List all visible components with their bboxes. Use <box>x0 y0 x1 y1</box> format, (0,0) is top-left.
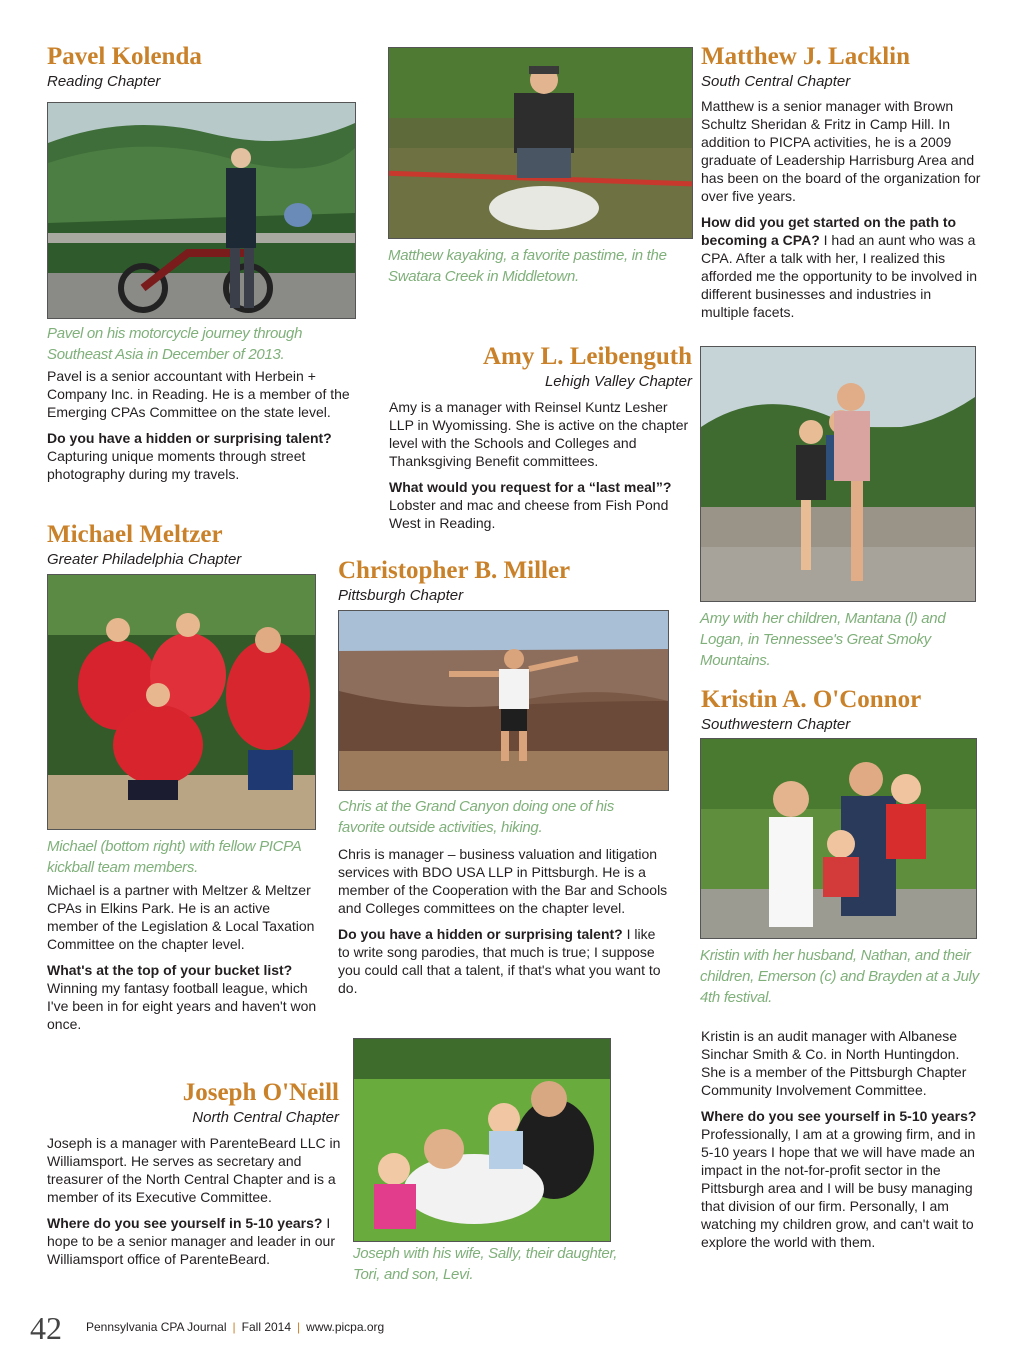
profile-pavel-text <box>47 367 357 491</box>
profile-christopher <box>338 556 668 611</box>
profile-question: Do you have a hidden or surprising talent? <box>338 926 623 942</box>
profile-christopher-text <box>338 845 668 1005</box>
photo-matthew-kayaking <box>388 47 693 239</box>
profile-chapter: South Central Chapter <box>701 73 851 90</box>
photo-christopher-grand-canyon <box>338 610 669 791</box>
profile-question: How did you get started on the path to becoming a CPA? <box>701 214 957 248</box>
profile-answer: I like to write song parodies, that much is true; I suppose you could call that a talent, if that's what you want to do. <box>338 926 661 996</box>
profile-name: Kristin A. O'Connor <box>701 686 922 713</box>
profile-name: Amy L. Leibenguth <box>482 343 692 370</box>
profile-bio: Chris is manager – business valuation and litigation services with BDO USA LLP in Pittsburgh. He is a member of the Cooperation with the Bar and Schools and Colleges committees on the chapter level. <box>338 846 668 916</box>
profile-answer: I hope to be a senior manager and leader in our Williamsport office of ParenteBeard. <box>47 1215 335 1267</box>
profile-bio: Amy is a manager with Reinsel Kuntz Lesher LLP in Wyomissing. She is active on the chapter level with the Schools and Colleges and Thanksgiving Benefit committees. <box>389 399 689 469</box>
profile-name: Pavel Kolenda <box>47 43 202 70</box>
profile-chapter: Southwestern Chapter <box>701 716 851 733</box>
profile-amy-text <box>389 398 694 540</box>
profile-answer: Capturing unique moments through street photography during my travels. <box>47 448 306 482</box>
profile-question: Where do you see yourself in 5-10 years? <box>47 1215 323 1231</box>
footer-separator: | <box>232 1320 236 1334</box>
profile-answer: I had an aunt who was a CPA. After a talk with her, I realized this afforded me the opportunity to be involved in different businesses and industries in multiple facets. <box>701 232 978 320</box>
profile-question: What would you request for a “last meal”? <box>389 479 672 495</box>
profile-kristin-text <box>701 1027 983 1259</box>
caption-amy: Amy with her children, Mantana (l) and Logan, in Tennessee's Great Smoky Mountains. <box>700 610 946 669</box>
profile-name: Joseph O'Neill <box>182 1079 339 1106</box>
profile-bio: Michael is a partner with Meltzer & Meltzer CPAs in Elkins Park. He is an active member of the Legislation & Local Taxation Committee on the chapter level. <box>47 882 315 952</box>
profile-question: What's at the top of your bucket list? <box>47 962 293 978</box>
profile-bio: Matthew is a senior manager with Brown Schultz Sheridan & Fritz in Camp Hill. In addition to PICPA activities, he is a 2009 graduate of Leadership Harrisburg Area and has been on the board of the organization for over five years. <box>701 98 981 204</box>
caption-matthew: Matthew kayaking, a favorite pastime, in the Swatara Creek in Middletown. <box>388 247 667 285</box>
profile-michael-text <box>47 881 319 1041</box>
caption-pavel: Pavel on his motorcycle journey through Southeast Asia in December of 2013. <box>47 325 303 363</box>
issue-date: Fall 2014 <box>241 1320 292 1334</box>
caption-michael: Michael (bottom right) with fellow PICPA kickball team members. <box>47 838 301 876</box>
caption-joseph: Joseph with his wife, Sally, their daughter, Tori, and son, Levi. <box>353 1245 618 1283</box>
profile-answer: Lobster and mac and cheese from Fish Pond West in Reading. <box>389 497 669 531</box>
profile-name: Matthew J. Lacklin <box>701 43 911 70</box>
profile-michael <box>47 520 357 575</box>
profile-bio: Pavel is a senior accountant with Herbein + Company Inc. in Reading. He is a member of the Emerging CPAs Committee on the state level. <box>47 368 350 420</box>
profile-chapter: Greater Philadelphia Chapter <box>47 551 242 568</box>
profile-answer: Winning my fantasy football league, which I've been in for eight years and haven't won once. <box>47 980 317 1032</box>
profile-question: Where do you see yourself in 5-10 years? <box>701 1108 977 1124</box>
profile-question: Do you have a hidden or surprising talent? <box>47 430 332 446</box>
profile-kristin <box>701 685 981 740</box>
photo-joseph-family <box>353 1038 611 1242</box>
profile-matthew <box>701 42 981 329</box>
publication-name: Pennsylvania CPA Journal <box>86 1320 227 1334</box>
profile-answer: Professionally, I am at a growing firm, and in 5-10 years I hope that we will have made an impact in the not-for-profit sector in the Pittsburgh area and I will be busy managing that division of our firm. Personally, I am watching my children grow, and can't wait to explore the world with them. <box>701 1126 976 1250</box>
profile-chapter: Lehigh Valley Chapter <box>544 373 692 390</box>
caption-kristin: Kristin with her husband, Nathan, and their children, Emerson (c) and Brayden at a July 4th festival. <box>700 947 979 1006</box>
profile-pavel <box>47 42 357 97</box>
profile-chapter: North Central Chapter <box>192 1109 339 1126</box>
profile-name: Michael Meltzer <box>47 521 223 548</box>
caption-christopher: Chris at the Grand Canyon doing one of his favorite outside activities, hiking. <box>338 798 614 836</box>
page-number: 42 <box>30 1310 62 1346</box>
profile-amy <box>388 342 692 397</box>
website-link[interactable]: www.picpa.org <box>306 1320 385 1334</box>
profile-bio: Kristin is an audit manager with Albanese Sinchar Smith & Co. in North Huntingdon. She is a member of the Pittsburgh Chapter Community Involvement Committee. <box>701 1028 967 1098</box>
photo-amy-family <box>700 346 976 602</box>
footer-separator: | <box>297 1320 301 1334</box>
profile-chapter: Reading Chapter <box>47 73 161 90</box>
profile-name: Christopher B. Miller <box>338 557 571 584</box>
photo-michael-kickball-team <box>47 574 316 830</box>
profile-chapter: Pittsburgh Chapter <box>338 587 464 604</box>
photo-kristin-family <box>700 738 977 939</box>
profile-bio: Joseph is a manager with ParenteBeard LLC in Williamsport. He serves as secretary and treasurer of the North Central Chapter and is a member of its Executive Committee. <box>47 1135 341 1205</box>
profile-joseph <box>47 1078 339 1133</box>
photo-pavel-motorcycle <box>47 102 356 319</box>
footer-text <box>86 1320 384 1334</box>
profile-joseph-text <box>47 1134 343 1276</box>
